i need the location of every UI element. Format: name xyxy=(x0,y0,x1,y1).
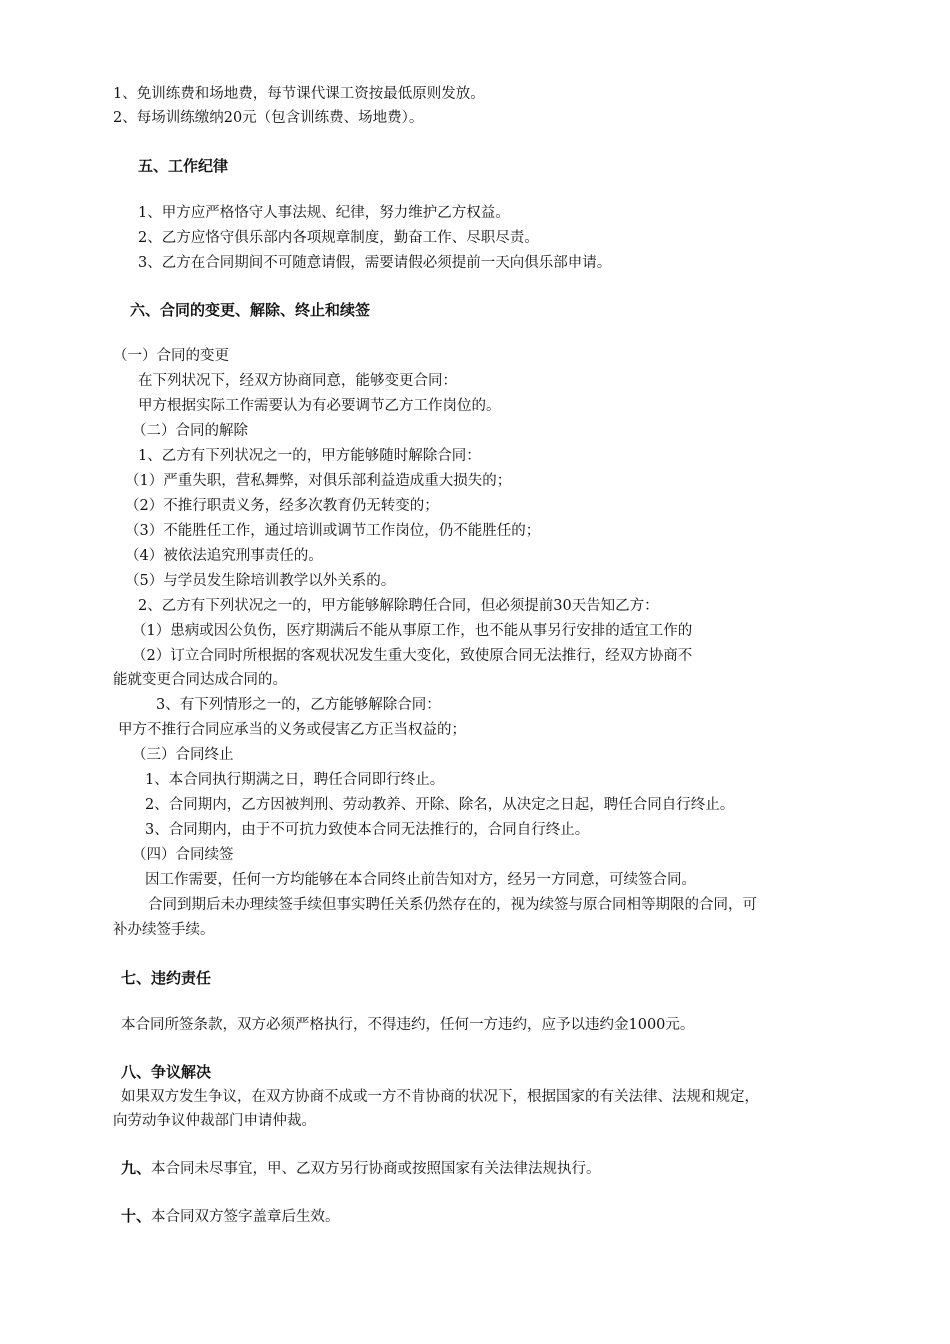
section-6-line: 1、乙方有下列状况之一的，甲方能够随时解除合同： xyxy=(138,448,481,464)
section-6-line: 甲方根据实际工作需要认为有必要调节乙方工作岗位的。 xyxy=(138,398,501,414)
section-8-heading: 八、争议解决 xyxy=(121,1063,212,1081)
section-6-line: （3）不能胜任工作，通过培训或调节工作岗位，仍不能胜任的； xyxy=(125,523,541,539)
section-7-heading: 七、违约责任 xyxy=(121,969,212,987)
section-6-line: 能就变更合同达成合同的。 xyxy=(113,672,287,688)
section-6-line: 在下列状况下，经双方协商同意，能够变更合同： xyxy=(138,373,457,389)
section-6-heading: 六、合同的变更、解除、终止和续签 xyxy=(130,301,371,319)
section-6-line: （2）不推行职责义务，经多次教育仍无转变的； xyxy=(125,498,439,514)
section-6-line: 1、本合同执行期满之日，聘任合同即行终止。 xyxy=(145,772,445,788)
intro-item-1: 1、免训练费和场地费，每节课代课工资按最低原则发放。 xyxy=(113,86,485,102)
section-6-line: 3、合同期内，由于不可抗力致使本合同无法推行的，合同自行终止。 xyxy=(145,822,590,838)
section-6-line: （2）订立合同时所根据的客观状况发生重大变化，致使原合同无法推行，经双方协商不 xyxy=(132,648,693,664)
section-6-line: 3、有下列情形之一的，乙方能够解除合同： xyxy=(156,697,441,713)
section-6-line: （1）患病或因公负伤，医疗期满后不能从事原工作，也不能从事另行安排的适宜工作的 xyxy=(132,623,693,639)
section-10-number: 十、 xyxy=(121,1207,152,1225)
section-9 xyxy=(121,1158,601,1179)
subsection-change-title: （一）合同的变更 xyxy=(113,348,229,364)
section-6-line: 2、合同期内，乙方因被判刑、劳动教养、开除、除名，从决定之日起，聘任合同自行终止。 xyxy=(145,797,735,813)
section-6-line: 补办续签手续。 xyxy=(113,922,215,938)
subsection-end-title: （三）合同终止 xyxy=(132,747,234,763)
intro-item-2: 2、每场训练缴纳20元（包含训练费、场地费）。 xyxy=(113,110,424,126)
section-5-item-1: 1、甲方应严格恪守人事法规、纪律，努力维护乙方权益。 xyxy=(138,205,510,221)
section-10-text: 本合同双方签字盖章后生效。 xyxy=(151,1209,340,1225)
section-6-line: 甲方不推行合同应承当的义务或侵害乙方正当权益的； xyxy=(118,722,466,738)
section-6-line: （1）严重失职，营私舞弊，对俱乐部利益造成重大损失的； xyxy=(125,473,512,489)
section-9-text: 本合同未尽事宜，甲、乙双方另行协商或按照国家有关法律法规执行。 xyxy=(151,1161,601,1177)
section-6-line: （4）被依法追究刑事责任的。 xyxy=(125,548,323,564)
section-10 xyxy=(121,1206,340,1227)
section-7-text: 本合同所签条款，双方必须严格执行，不得违约，任何一方违约，应予以违约金1000元。 xyxy=(121,1017,695,1033)
subsection-renewal-title: （四）合同续签 xyxy=(132,847,234,863)
section-9-number: 九、 xyxy=(121,1159,152,1177)
section-5-item-3: 3、乙方在合同期间不可随意请假，需要请假必须提前一天向俱乐部申请。 xyxy=(138,255,612,271)
section-6-line: （5）与学员发生除培训教学以外关系的。 xyxy=(125,573,396,589)
section-6-line: 合同到期后未办理续签手续但事实聘任关系仍然存在的，视为续签与原合同相等期限的合同，可 xyxy=(148,897,757,913)
section-8-line-2: 向劳动争议仲裁部门申请仲裁。 xyxy=(113,1113,316,1129)
section-5-item-2: 2、乙方应恪守俱乐部内各项规章制度，勤奋工作、尽职尽责。 xyxy=(138,230,539,246)
section-8-line-1: 如果双方发生争议，在双方协商不成或一方不肯协商的状况下，根据国家的有关法律、法规和规定， xyxy=(121,1089,759,1105)
section-5-heading: 五、工作纪律 xyxy=(138,157,229,175)
section-6-line: 因工作需要，任何一方均能够在本合同终止前告知对方，经另一方同意，可续签合同。 xyxy=(145,872,696,888)
subsection-termination-title: （二）合同的解除 xyxy=(132,423,248,439)
section-6-line: 2、乙方有下列状况之一的，甲方能够解除聘任合同，但必须提前30天告知乙方： xyxy=(138,598,659,614)
